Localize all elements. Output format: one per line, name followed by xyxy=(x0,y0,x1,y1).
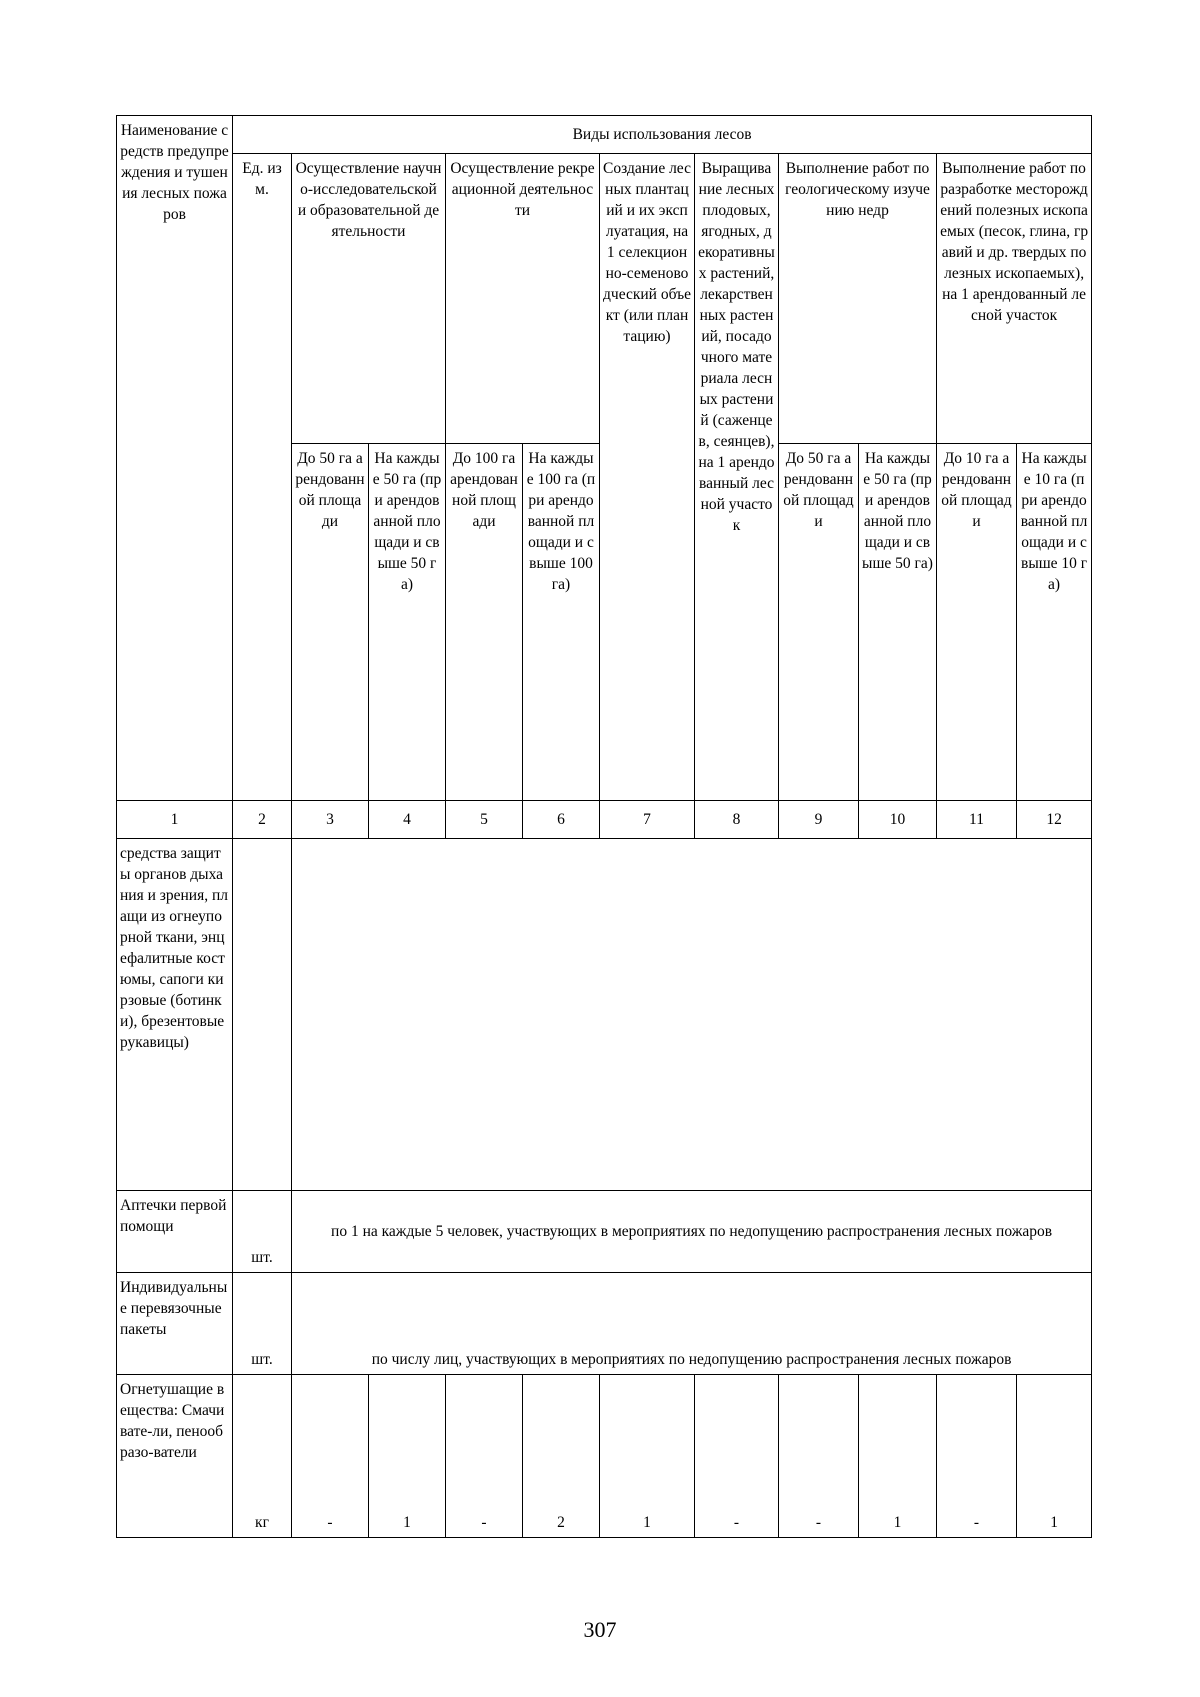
header-group-geology: Выполнение работ по геологическому изучению недр xyxy=(779,154,937,444)
row-unit-protective xyxy=(233,839,292,1191)
row-unit-first-aid: шт. xyxy=(233,1191,292,1273)
header-sub-4: На каждые 50 га (при арендованной площади и свыше 50 га) xyxy=(369,444,446,801)
header-group-recreation: Осуществление рекреационной деятельности xyxy=(446,154,600,444)
row-value-col10: 1 xyxy=(859,1375,937,1538)
header-sub-9: До 50 га арендованной площади xyxy=(779,444,859,801)
row-name-first-aid: Аптечки первой помощи xyxy=(117,1191,233,1273)
header-group-research: Осуществление научно-исследовательской и образовательной деятельности xyxy=(292,154,446,444)
row-value-col11: - xyxy=(937,1375,1017,1538)
row-value-col12: 1 xyxy=(1017,1375,1092,1538)
table-row xyxy=(117,1375,1092,1538)
row-note-first-aid: по 1 на каждые 5 человек, участвующих в мероприятиях по недопущению распространения лесных пожаров xyxy=(292,1191,1092,1273)
header-sub-5: До 100 га арендованной площади xyxy=(446,444,523,801)
column-number: 7 xyxy=(600,801,695,839)
header-group-mining: Выполнение работ по разработке месторождений полезных ископаемых (песок, глина, гравий и др. твердых полезных ископаемых), на 1 арендованный лесной участок xyxy=(937,154,1092,444)
row-value-col4: 1 xyxy=(369,1375,446,1538)
row-value-col6: 2 xyxy=(523,1375,600,1538)
column-number: 5 xyxy=(446,801,523,839)
column-number: 12 xyxy=(1017,801,1092,839)
row-merged-protective xyxy=(292,839,1092,1191)
header-name-column: Наименование средств предупреждения и тушения лесных пожаров xyxy=(117,116,233,801)
column-number: 11 xyxy=(937,801,1017,839)
table-row xyxy=(117,839,1092,1191)
row-value-col8: - xyxy=(695,1375,779,1538)
row-value-col3: - xyxy=(292,1375,369,1538)
row-note-dressing: по числу лиц, участвующих в мероприятиях по недопущению распространения лесных пожаров xyxy=(292,1273,1092,1375)
row-name-protective: средства защиты органов дыхания и зрения, плащи из огнеупорной ткани, энцефалитные костюмы, сапоги кирзовые (ботинки), брезентовые рукавицы) xyxy=(117,839,233,1191)
header-group-plantations: Создание лесных плантаций и их эксплуатация, на 1 селекционно-семеноводческий объект (или плантацию) xyxy=(600,154,695,801)
column-number: 4 xyxy=(369,801,446,839)
header-sub-3: До 50 га арендованной площади xyxy=(292,444,369,801)
fire-equipment-table xyxy=(116,115,1092,1538)
page-number: 307 xyxy=(583,1617,617,1642)
header-group-growing: Выращивание лесных плодовых, ягодных, декоративных растений, лекарственных растений, посадочного материала лесных растений (саженцев, сеянцев), на 1 арендованный лесной участок xyxy=(695,154,779,801)
header-sub-6: На каждые 100 га (при арендованной площади и свыше 100 га) xyxy=(523,444,600,801)
header-types-title: Виды использования лесов xyxy=(233,116,1092,154)
column-number: 8 xyxy=(695,801,779,839)
row-value-col7: 1 xyxy=(600,1375,695,1538)
table-row xyxy=(117,1273,1092,1375)
column-number: 2 xyxy=(233,801,292,839)
row-unit-extinguishing: кг xyxy=(233,1375,292,1538)
row-name-dressing: Индивидуальные перевязочные пакеты xyxy=(117,1273,233,1375)
column-number: 9 xyxy=(779,801,859,839)
column-number: 3 xyxy=(292,801,369,839)
header-sub-10: На каждые 50 га (при арендованной площади и свыше 50 га) xyxy=(859,444,937,801)
header-unit: Ед. изм. xyxy=(233,154,292,801)
row-value-col9: - xyxy=(779,1375,859,1538)
row-name-extinguishing: Огнетушащие вещества: Смачивате-ли, пенообразо-ватели xyxy=(117,1375,233,1538)
column-number: 1 xyxy=(117,801,233,839)
header-sub-12: На каждые 10 га (при арендованной площади и свыше 10 га) xyxy=(1017,444,1092,801)
table-row xyxy=(117,1191,1092,1273)
header-sub-11: До 10 га арендованной площади xyxy=(937,444,1017,801)
row-unit-dressing: шт. xyxy=(233,1273,292,1375)
column-number: 6 xyxy=(523,801,600,839)
row-value-col5: - xyxy=(446,1375,523,1538)
column-number: 10 xyxy=(859,801,937,839)
